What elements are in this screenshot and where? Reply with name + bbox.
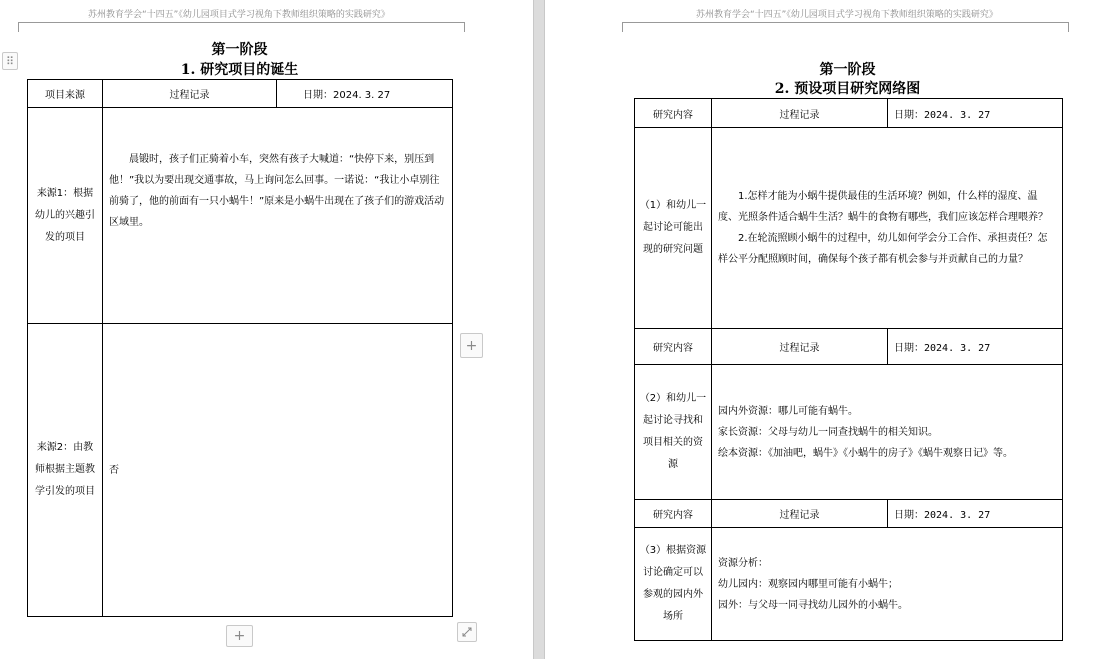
- header-content: 研究内容: [635, 99, 712, 128]
- record-line: 幼儿园内：观察园内哪里可能有小蜗牛；: [718, 578, 898, 590]
- record-line: 家长资源：父母与幼儿一同查找蜗牛的相关知识。: [718, 426, 938, 438]
- record-cell[interactable]: [712, 528, 1063, 641]
- document-page-left: [0, 0, 533, 659]
- table-header-row: [28, 80, 453, 108]
- header-rule-tick: [464, 22, 465, 32]
- source-cell: 来源1：根据幼儿的兴趣引发的项目: [28, 108, 103, 324]
- table-header-row: [635, 329, 1063, 365]
- content-label-cell: （2）和幼儿一起讨论寻找和项目相关的资源: [635, 365, 712, 500]
- table-row: [635, 365, 1063, 500]
- header-record: 过程记录: [103, 80, 277, 108]
- header-source: 项目来源: [28, 80, 103, 108]
- add-column-button[interactable]: +: [460, 333, 483, 358]
- record-line: 1.怎样才能为小蜗牛提供最佳的生活环境？例如，什么样的湿度、温度、光照条件适合蜗牛生活？蜗牛的食物有哪些，我们应该怎样合理喂养？: [718, 191, 1048, 223]
- header-record: 过程记录: [712, 329, 888, 365]
- document-page-right: [545, 0, 1095, 659]
- table-header-row: [635, 99, 1063, 128]
- header-date: 日期：2024. 3. 27: [888, 500, 1063, 528]
- header-date: 日期：2024. 3. 27: [277, 80, 453, 108]
- record-line: 园外：与父母一同寻找幼儿园外的小蜗牛。: [718, 599, 908, 611]
- record-cell[interactable]: 晨锻时，孩子们正骑着小车，突然有孩子大喊道：“快停下来，别压到他！”我以为要出现交通事故，马上询问怎么回事。一诺说：“我让小卓别往前骑了，他的前面有一只小蜗牛！”原来是小蜗牛出现在了孩子们的游戏活动区域里。: [103, 108, 453, 324]
- record-line: 资源分析：: [718, 557, 768, 569]
- header-rule-tick: [1068, 22, 1069, 32]
- header-rule-tick: [18, 22, 19, 32]
- record-cell[interactable]: 否: [103, 324, 453, 617]
- header-record: 过程记录: [712, 500, 888, 528]
- table-row: [28, 108, 453, 324]
- table-drag-handle-icon[interactable]: ⠿: [2, 52, 18, 70]
- header-rule: [622, 22, 1069, 23]
- header-content: 研究内容: [635, 329, 712, 365]
- project-origin-table: [27, 79, 453, 617]
- resize-table-icon[interactable]: [457, 622, 477, 642]
- stage-title: 第一阶段: [819, 62, 876, 78]
- content-label-cell: （3）根据资源讨论确定可以参观的园内外场所: [635, 528, 712, 641]
- record-line: 园内外资源：哪儿可能有蜗牛。: [718, 405, 858, 417]
- section-subtitle: 2. 预设项目研究网络图: [774, 81, 921, 97]
- research-network-table: [634, 98, 1063, 641]
- section-subtitle: 1. 研究项目的诞生: [180, 62, 299, 78]
- stage-title: 第一阶段: [211, 42, 268, 58]
- record-cell[interactable]: [712, 365, 1063, 500]
- header-rule: [18, 22, 465, 23]
- page-gutter: [533, 0, 545, 659]
- page-header-text: 苏州教育学会“十四五”《幼儿园项目式学习视角下教师组织策略的实践研究》: [88, 10, 390, 20]
- source-cell: 来源2：由教师根据主题教学引发的项目: [28, 324, 103, 617]
- table-row: [28, 324, 453, 617]
- header-date: 日期：2024. 3. 27: [888, 329, 1063, 365]
- record-line: 绘本资源：《加油吧，蜗牛》《小蜗牛的房子》《蜗牛观察日记》等。: [718, 447, 1013, 459]
- header-date: 日期：2024. 3. 27: [888, 99, 1063, 128]
- table-header-row: [635, 500, 1063, 528]
- table-row: [635, 128, 1063, 329]
- header-record: 过程记录: [712, 99, 888, 128]
- page-header-text: 苏州教育学会“十四五”《幼儿园项目式学习视角下教师组织策略的实践研究》: [696, 10, 998, 20]
- table-row: [635, 528, 1063, 641]
- add-row-button[interactable]: +: [226, 625, 253, 647]
- header-content: 研究内容: [635, 500, 712, 528]
- header-rule-tick: [622, 22, 623, 32]
- record-line: 2.在轮流照顾小蜗牛的过程中，幼儿如何学会分工合作、承担责任？怎样公平分配照顾时间，确保每个孩子都有机会参与并贡献自己的力量？: [718, 233, 1048, 265]
- content-label-cell: （1）和幼儿一起讨论可能出现的研究问题: [635, 128, 712, 329]
- record-cell[interactable]: [712, 128, 1063, 329]
